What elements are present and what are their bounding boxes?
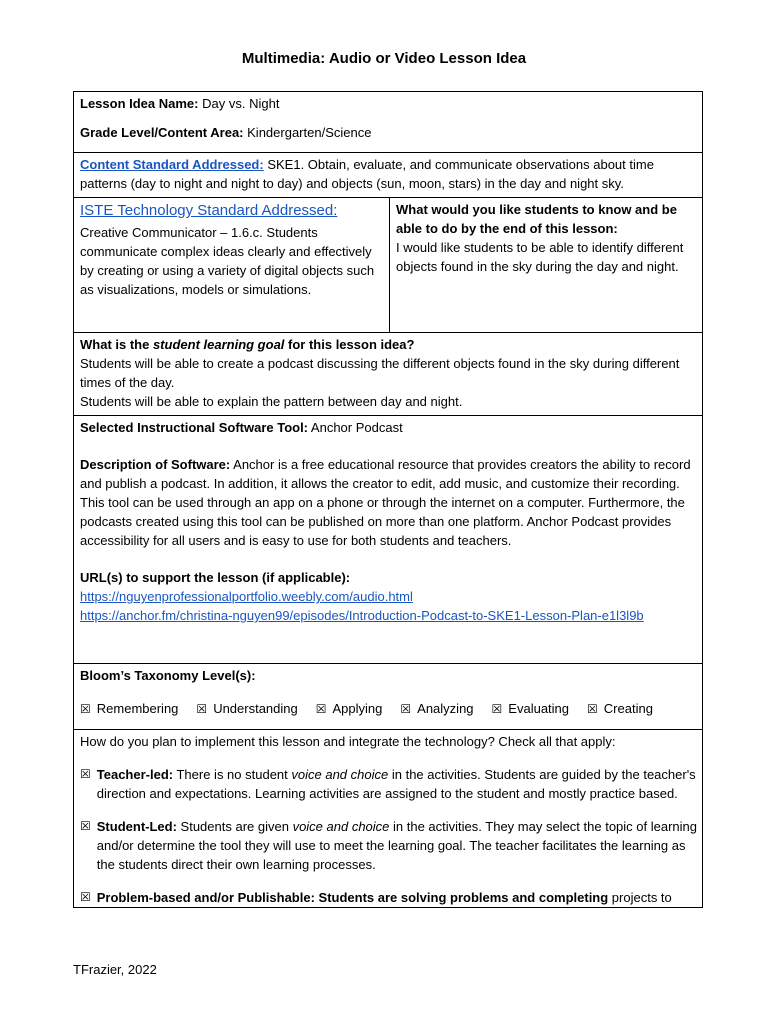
blooms-check-remembering[interactable] — [80, 699, 178, 719]
checkbox-checked-icon: ☒ — [80, 767, 91, 781]
teacher-led-em: voice and choice — [291, 767, 389, 782]
iste-label: ISTE Technology Standard Addressed: — [80, 202, 338, 219]
software-section — [74, 415, 702, 663]
software-desc-row — [80, 455, 697, 550]
checkbox-checked-icon: ☒ — [80, 890, 91, 904]
content-standard-value: SKE1. Obtain, evaluate, and communicate observations about time patterns (day to night and night to day) and objects (sun, moon, stars) in the day and night sky. — [80, 157, 654, 191]
implement-student-led[interactable] — [80, 817, 697, 874]
blooms-level-label: Creating — [603, 701, 653, 716]
goal-label — [80, 335, 697, 354]
grade-value: Kindergarten/Science — [247, 125, 372, 140]
implement-question: How do you plan to implement this lesson and integrate the technology? Check all that apply: — [80, 734, 616, 749]
checkbox-checked-icon: ☒ — [587, 702, 598, 716]
lesson-name-value: Day vs. Night — [202, 96, 280, 111]
software-tool-label: Selected Instructional Software Tool: — [80, 420, 309, 435]
blooms-check-creating[interactable] — [587, 699, 653, 719]
goal-line-1: Students will be able to create a podcast discussing the different objects found in the sky during different times of the day. — [80, 356, 680, 390]
checkbox-checked-icon: ☒ — [491, 702, 503, 716]
know-section — [390, 198, 702, 332]
blooms-check-understanding[interactable] — [196, 699, 297, 719]
page-footer: TFrazier, 2022 — [73, 962, 157, 977]
student-led-pre: Students are given — [176, 819, 293, 834]
blooms-level-label: Analyzing — [417, 701, 474, 716]
blooms-check-analyzing[interactable] — [400, 699, 473, 719]
goal-label-em: student learning goal — [152, 337, 285, 352]
student-led-em: voice and choice — [292, 819, 390, 834]
content-standard-label: Content Standard Addressed: — [80, 157, 264, 172]
checkbox-checked-icon: ☒ — [80, 702, 91, 716]
lesson-name-label: Lesson Idea Name: — [80, 96, 199, 111]
standards-row — [74, 197, 702, 332]
goal-label-pre: What is the — [80, 337, 153, 352]
lesson-name-row — [80, 94, 697, 113]
software-tool-value: Anchor Podcast — [310, 420, 403, 435]
blooms-level-label: Applying — [332, 701, 383, 716]
blooms-checklist — [80, 699, 697, 719]
goal-line-2: Students will be able to explain the pattern between day and night. — [80, 394, 463, 409]
checkbox-checked-icon: ☒ — [315, 702, 327, 716]
problem-based-text — [97, 888, 672, 907]
blooms-section — [74, 663, 702, 729]
url-label: URL(s) to support the lesson (if applicable): — [80, 570, 351, 585]
checkbox-checked-icon: ☒ — [196, 702, 208, 716]
iste-value: Creative Communicator – 1.6.c. Students communicate complex ideas clearly and effectively by creating or using a variety of digital objects such as visualizations, models or simulations. — [80, 225, 375, 297]
student-led-label: Student-Led: — [96, 819, 177, 834]
checkbox-checked-icon: ☒ — [400, 702, 412, 716]
goal-section — [74, 332, 702, 415]
url-link-portfolio[interactable]: https://nguyenprofessionalportfolio.weebly.com/audio.html — [80, 589, 413, 604]
blooms-check-applying[interactable] — [316, 699, 383, 719]
teacher-led-label: Teacher-led: — [96, 767, 174, 782]
implement-teacher-led[interactable] — [80, 765, 697, 803]
lesson-info-section — [74, 92, 702, 152]
grade-label: Grade Level/Content Area: — [80, 125, 244, 140]
grade-row — [80, 123, 697, 142]
student-led-text — [97, 817, 697, 874]
software-desc-label: Description of Software: — [80, 457, 231, 472]
problem-based-post: projects to — [608, 890, 672, 905]
implement-section — [74, 729, 702, 907]
know-value: I would like students to be able to identify different objects found in the sky during the day and night. — [396, 240, 684, 274]
lesson-form — [73, 91, 703, 908]
checkbox-checked-icon: ☒ — [80, 819, 91, 833]
software-tool-row — [80, 418, 697, 437]
know-label: What would you like students to know and be able to do by the end of this lesson: — [396, 202, 677, 236]
blooms-check-evaluating[interactable] — [492, 699, 569, 719]
iste-section — [74, 198, 390, 332]
url-link-anchor[interactable]: https://anchor.fm/christina-nguyen99/episodes/Introduction-Podcast-to-SKE1-Lesson-Plan-e1l3l9b — [80, 608, 644, 623]
student-led-post: in the activities. They may select the topic of learning and/or determine the tool they will use to meet the learning goal. The teacher facilitates the learning as the students direct their own learning processes. — [96, 819, 697, 872]
problem-based-label: Problem-based and/or Publishable: Students are solving problems and completing — [96, 890, 609, 905]
software-desc-value: Anchor is a free educational resource that provides creators the ability to record and publish a podcast. In addition, it allows the creator to edit, add music, and customize their recording. This tool can be used through an app on a phone or through the internet on a computer. Furthermore, the podcasts created using this tool can be published on more than one platform. Anchor Podcast provides accessibility for all users and is easy to use for both students and teachers. — [80, 457, 691, 548]
blooms-level-label: Understanding — [213, 701, 298, 716]
content-standard-section — [74, 152, 702, 197]
implement-problem-based[interactable] — [80, 888, 697, 907]
teacher-led-pre: There is no student — [173, 767, 292, 782]
blooms-level-label: Evaluating — [508, 701, 570, 716]
teacher-led-post: in the activities. Students are guided by the teacher's direction and expectations. Learning activities are assigned to the student and mostly practice based. — [96, 767, 696, 801]
goal-label-post: for this lesson idea? — [284, 337, 415, 352]
blooms-level-label: Remembering — [96, 701, 179, 716]
teacher-led-text — [97, 765, 697, 803]
blooms-label: Bloom’s Taxonomy Level(s): — [80, 668, 256, 683]
page-title: Multimedia: Audio or Video Lesson Idea — [241, 50, 527, 67]
